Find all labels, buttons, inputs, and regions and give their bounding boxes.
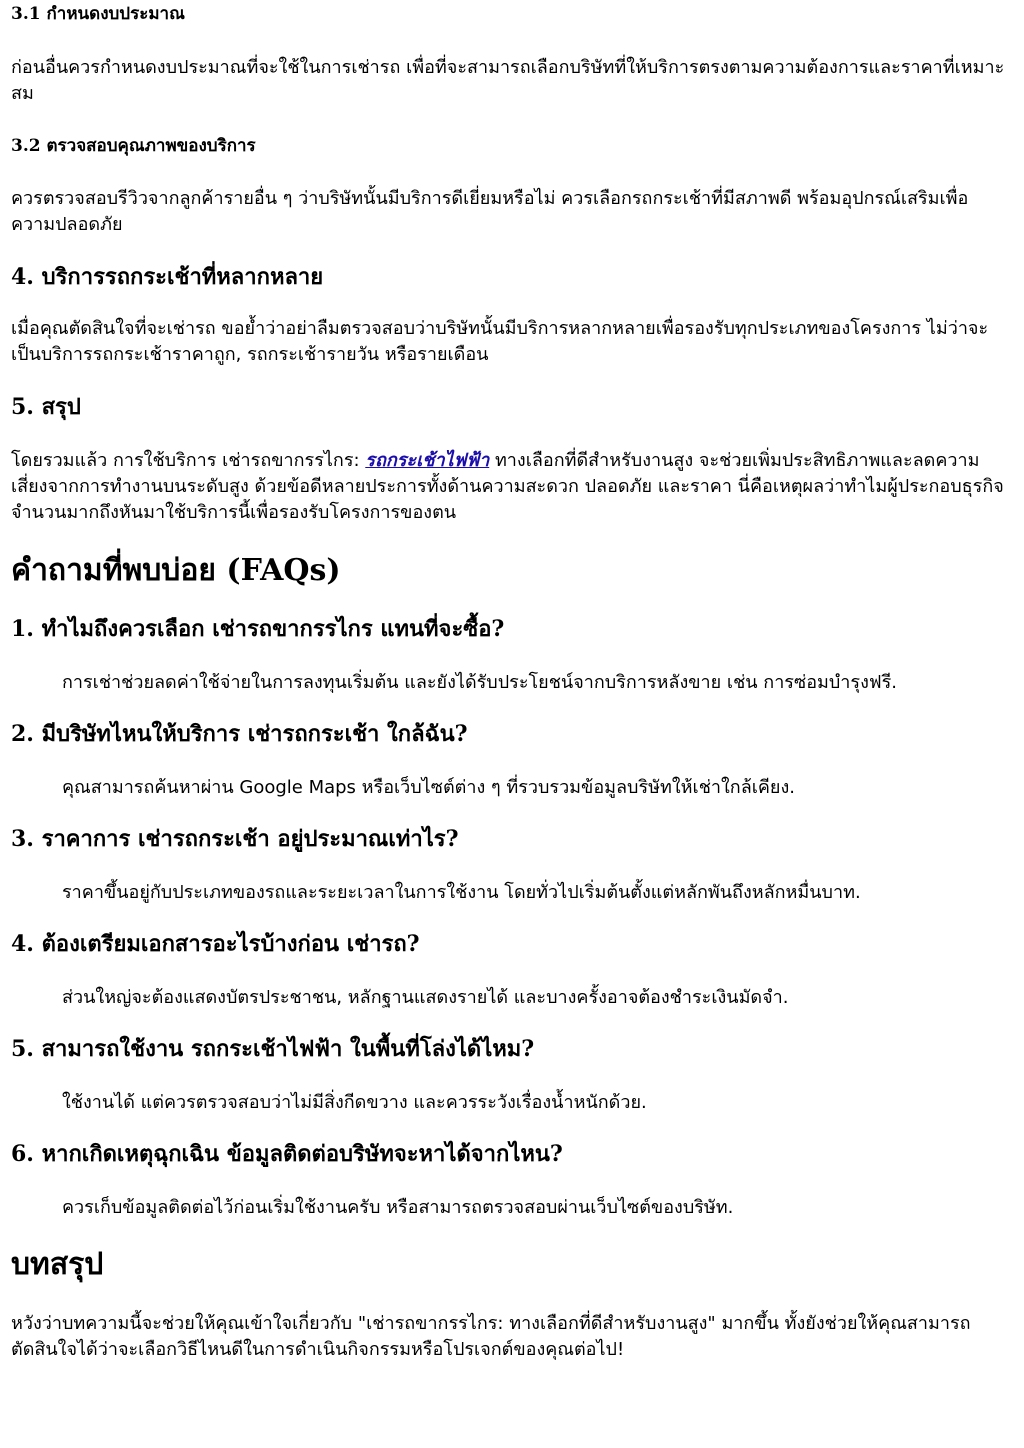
faq-answer-3: ราคาขึ้นอยู่กับประเภทของรถและระยะเวลาในการใช้งาน โดยทั่วไปเริ่มต้นตั้งแต่หลักพันถึงหลักหมื่นบาท. xyxy=(62,882,861,903)
faq-answer-6: ควรเก็บข้อมูลติดต่อไว้ก่อนเริ่มใช้งานครับ หรือสามารถตรวจสอบผ่านเว็บไซต์ของบริษัท. xyxy=(62,1197,734,1218)
summary-text-after: ทางเลือกที่ดีสำหรับงานสูง จะช่วยเพิ่มประสิทธิภาพและลดความเสี่ยงจากการทำงานบนระดับสูง ด้วยข้อดีหลายประการทั้งด้านความสะดวก ปลอดภัย และราคา นี่คือเหตุผลว่าทำไมผู้ประกอบธุรกิจจำนวนมากถึงหันมาใช้บริการนี้เพื่อรองรับโครงการของตน xyxy=(11,450,1004,523)
summary-heading: 5. สรุป xyxy=(11,394,81,420)
quality-heading: 3.2 ตรวจสอบคุณภาพของบริการ xyxy=(11,136,256,156)
conclusion-paragraph: หวังว่าบทความนี้จะช่วยให้คุณเข้าใจเกี่ยวกับ "เช่ารถขากรรไกร: ทางเลือกที่ดีสำหรับงานสูง" มากขึ้น ทั้งยังช่วยให้คุณสามารถตัดสินใจได้ว่าจะเลือกวิธีไหนดีในการดำเนินกิจกรรมหรือโปรเจกต์ของคุณต่อไป! xyxy=(11,1313,971,1360)
faq-answer-5: ใช้งานได้ แต่ควรตรวจสอบว่าไม่มีสิ่งกีดขวาง และควรระวังเรื่องน้ำหนักด้วย. xyxy=(62,1092,647,1113)
budget-paragraph: ก่อนอื่นควรกำหนดงบประมาณที่จะใช้ในการเช่ารถ เพื่อที่จะสามารถเลือกบริษัทที่ให้บริการตรงตามความต้องการและราคาที่เหมาะสม xyxy=(11,57,1005,104)
summary-paragraph xyxy=(11,448,1009,526)
faq-title: คำถามที่พบบ่อย (FAQs) xyxy=(11,553,341,588)
faq-answer-2: คุณสามารถค้นหาผ่าน Google Maps หรือเว็บไซต์ต่าง ๆ ที่รวบรวมข้อมูลบริษัทให้เช่าใกล้เคียง. xyxy=(62,777,795,798)
faq-answer-1: การเช่าช่วยลดค่าใช้จ่ายในการลงทุนเริ่มต้น และยังได้รับประโยชน์จากบริการหลังขาย เช่น การซ่อมบำรุงฟรี. xyxy=(62,672,897,693)
summary-text-before: โดยรวมแล้ว การใช้บริการ เช่ารถขากรรไกร: xyxy=(11,450,366,471)
faq-question-5: 5. สามารถใช้งาน รถกระเช้าไฟฟ้า ในพื้นที่โล่งได้ไหม? xyxy=(11,1036,535,1062)
quality-paragraph: ควรตรวจสอบรีวิวจากลูกค้ารายอื่น ๆ ว่าบริษัทนั้นมีบริการดีเยี่ยมหรือไม่ ควรเลือกรถกระเช้าที่มีสภาพดี พร้อมอุปกรณ์เสริมเพื่อความปลอดภัย xyxy=(11,188,969,235)
faq-question-3: 3. ราคาการ เช่ารถกระเช้า อยู่ประมาณเท่าไร? xyxy=(11,826,459,852)
summary-link[interactable]: รถกระเช้าไฟฟ้า xyxy=(365,450,490,471)
faq-question-6: 6. หากเกิดเหตุฉุกเฉิน ข้อมูลติดต่อบริษัทจะหาได้จากไหน? xyxy=(11,1141,563,1167)
budget-heading: 3.1 กำหนดงบประมาณ xyxy=(11,4,185,24)
faq-question-2: 2. มีบริษัทไหนให้บริการ เช่ารถกระเช้า ใกล้ฉัน? xyxy=(11,721,468,747)
faq-answer-4: ส่วนใหญ่จะต้องแสดงบัตรประชาชน, หลักฐานแสดงรายได้ และบางครั้งอาจต้องชำระเงินมัดจำ. xyxy=(62,987,789,1008)
variety-paragraph: เมื่อคุณตัดสินใจที่จะเช่ารถ ขอย้ำว่าอย่าลืมตรวจสอบว่าบริษัทนั้นมีบริการหลากหลายเพื่อรองรับทุกประเภทของโครงการ ไม่ว่าจะเป็นบริการรถกระเช้าราคาถูก, รถกระเช้ารายวัน หรือรายเดือน xyxy=(11,318,989,365)
faq-question-1: 1. ทำไมถึงควรเลือก เช่ารถขากรรไกร แทนที่จะซื้อ? xyxy=(11,616,505,642)
variety-heading: 4. บริการรถกระเช้าที่หลากหลาย xyxy=(11,264,324,290)
faq-question-4: 4. ต้องเตรียมเอกสารอะไรบ้างก่อน เช่ารถ? xyxy=(11,931,420,957)
conclusion-title: บทสรุป xyxy=(11,1247,104,1282)
